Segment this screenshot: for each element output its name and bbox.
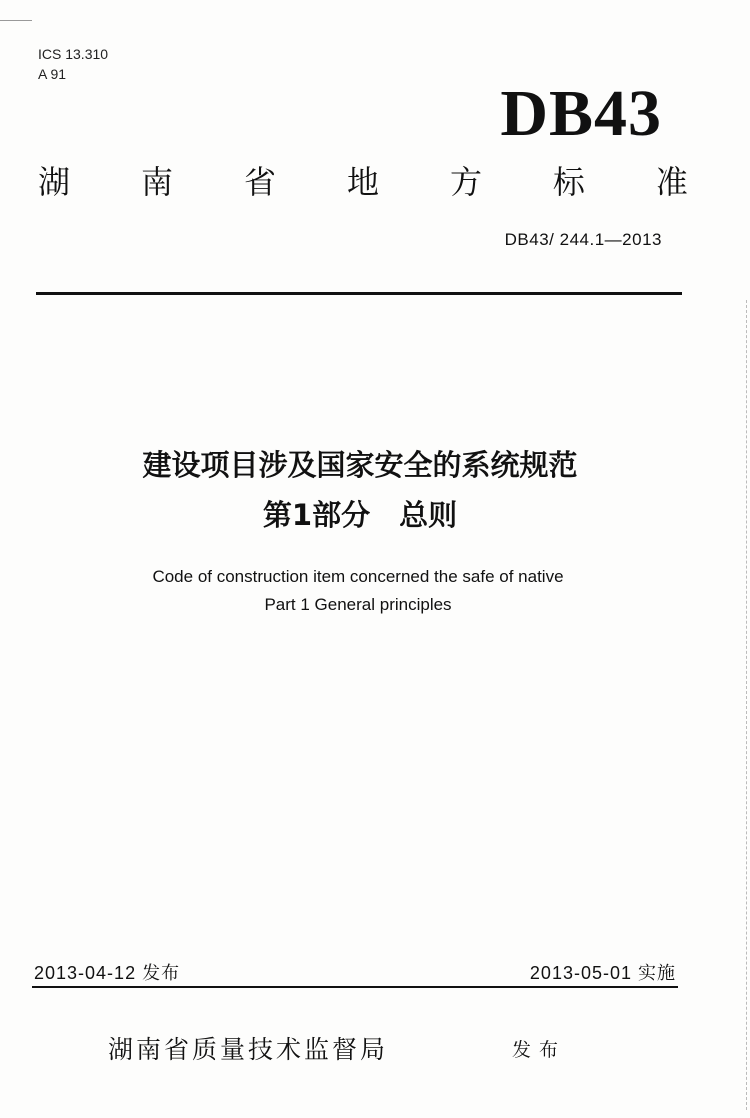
header-divider	[36, 292, 682, 295]
standard-code-mark: DB43	[500, 77, 662, 150]
document-title: 建设项目涉及国家安全的系统规范	[142, 448, 578, 482]
title-char: 湖	[38, 163, 71, 201]
english-title	[0, 563, 716, 619]
english-title-line: Code of construction item concerned the safe of native	[152, 567, 564, 586]
scan-corner-mark	[0, 20, 32, 21]
title-char: 地	[346, 163, 379, 201]
standard-type-title	[38, 160, 688, 204]
implementation-date: 2013-05-01 实施	[529, 963, 676, 983]
document-subtitle: 第1部分 总则	[262, 498, 458, 532]
footer-divider	[32, 986, 678, 988]
scan-edge-line	[746, 300, 748, 1110]
title-char: 省	[243, 163, 276, 201]
ccs-code: A 91	[38, 66, 67, 82]
title-char: 南	[140, 163, 173, 201]
title-char: 标	[552, 163, 585, 201]
standard-number: DB43/ 244.1—2013	[504, 230, 662, 249]
title-char: 准	[655, 163, 688, 201]
english-subtitle-line: Part 1 General principles	[264, 595, 452, 614]
issuing-authority: 湖南省质量技术监督局	[108, 1035, 389, 1064]
issuing-label: 发布	[512, 1039, 567, 1061]
issue-date: 2013-04-12 发布	[34, 963, 181, 983]
ics-code: ICS 13.310	[38, 46, 109, 62]
classification-codes	[38, 44, 108, 84]
title-char: 方	[449, 163, 482, 201]
